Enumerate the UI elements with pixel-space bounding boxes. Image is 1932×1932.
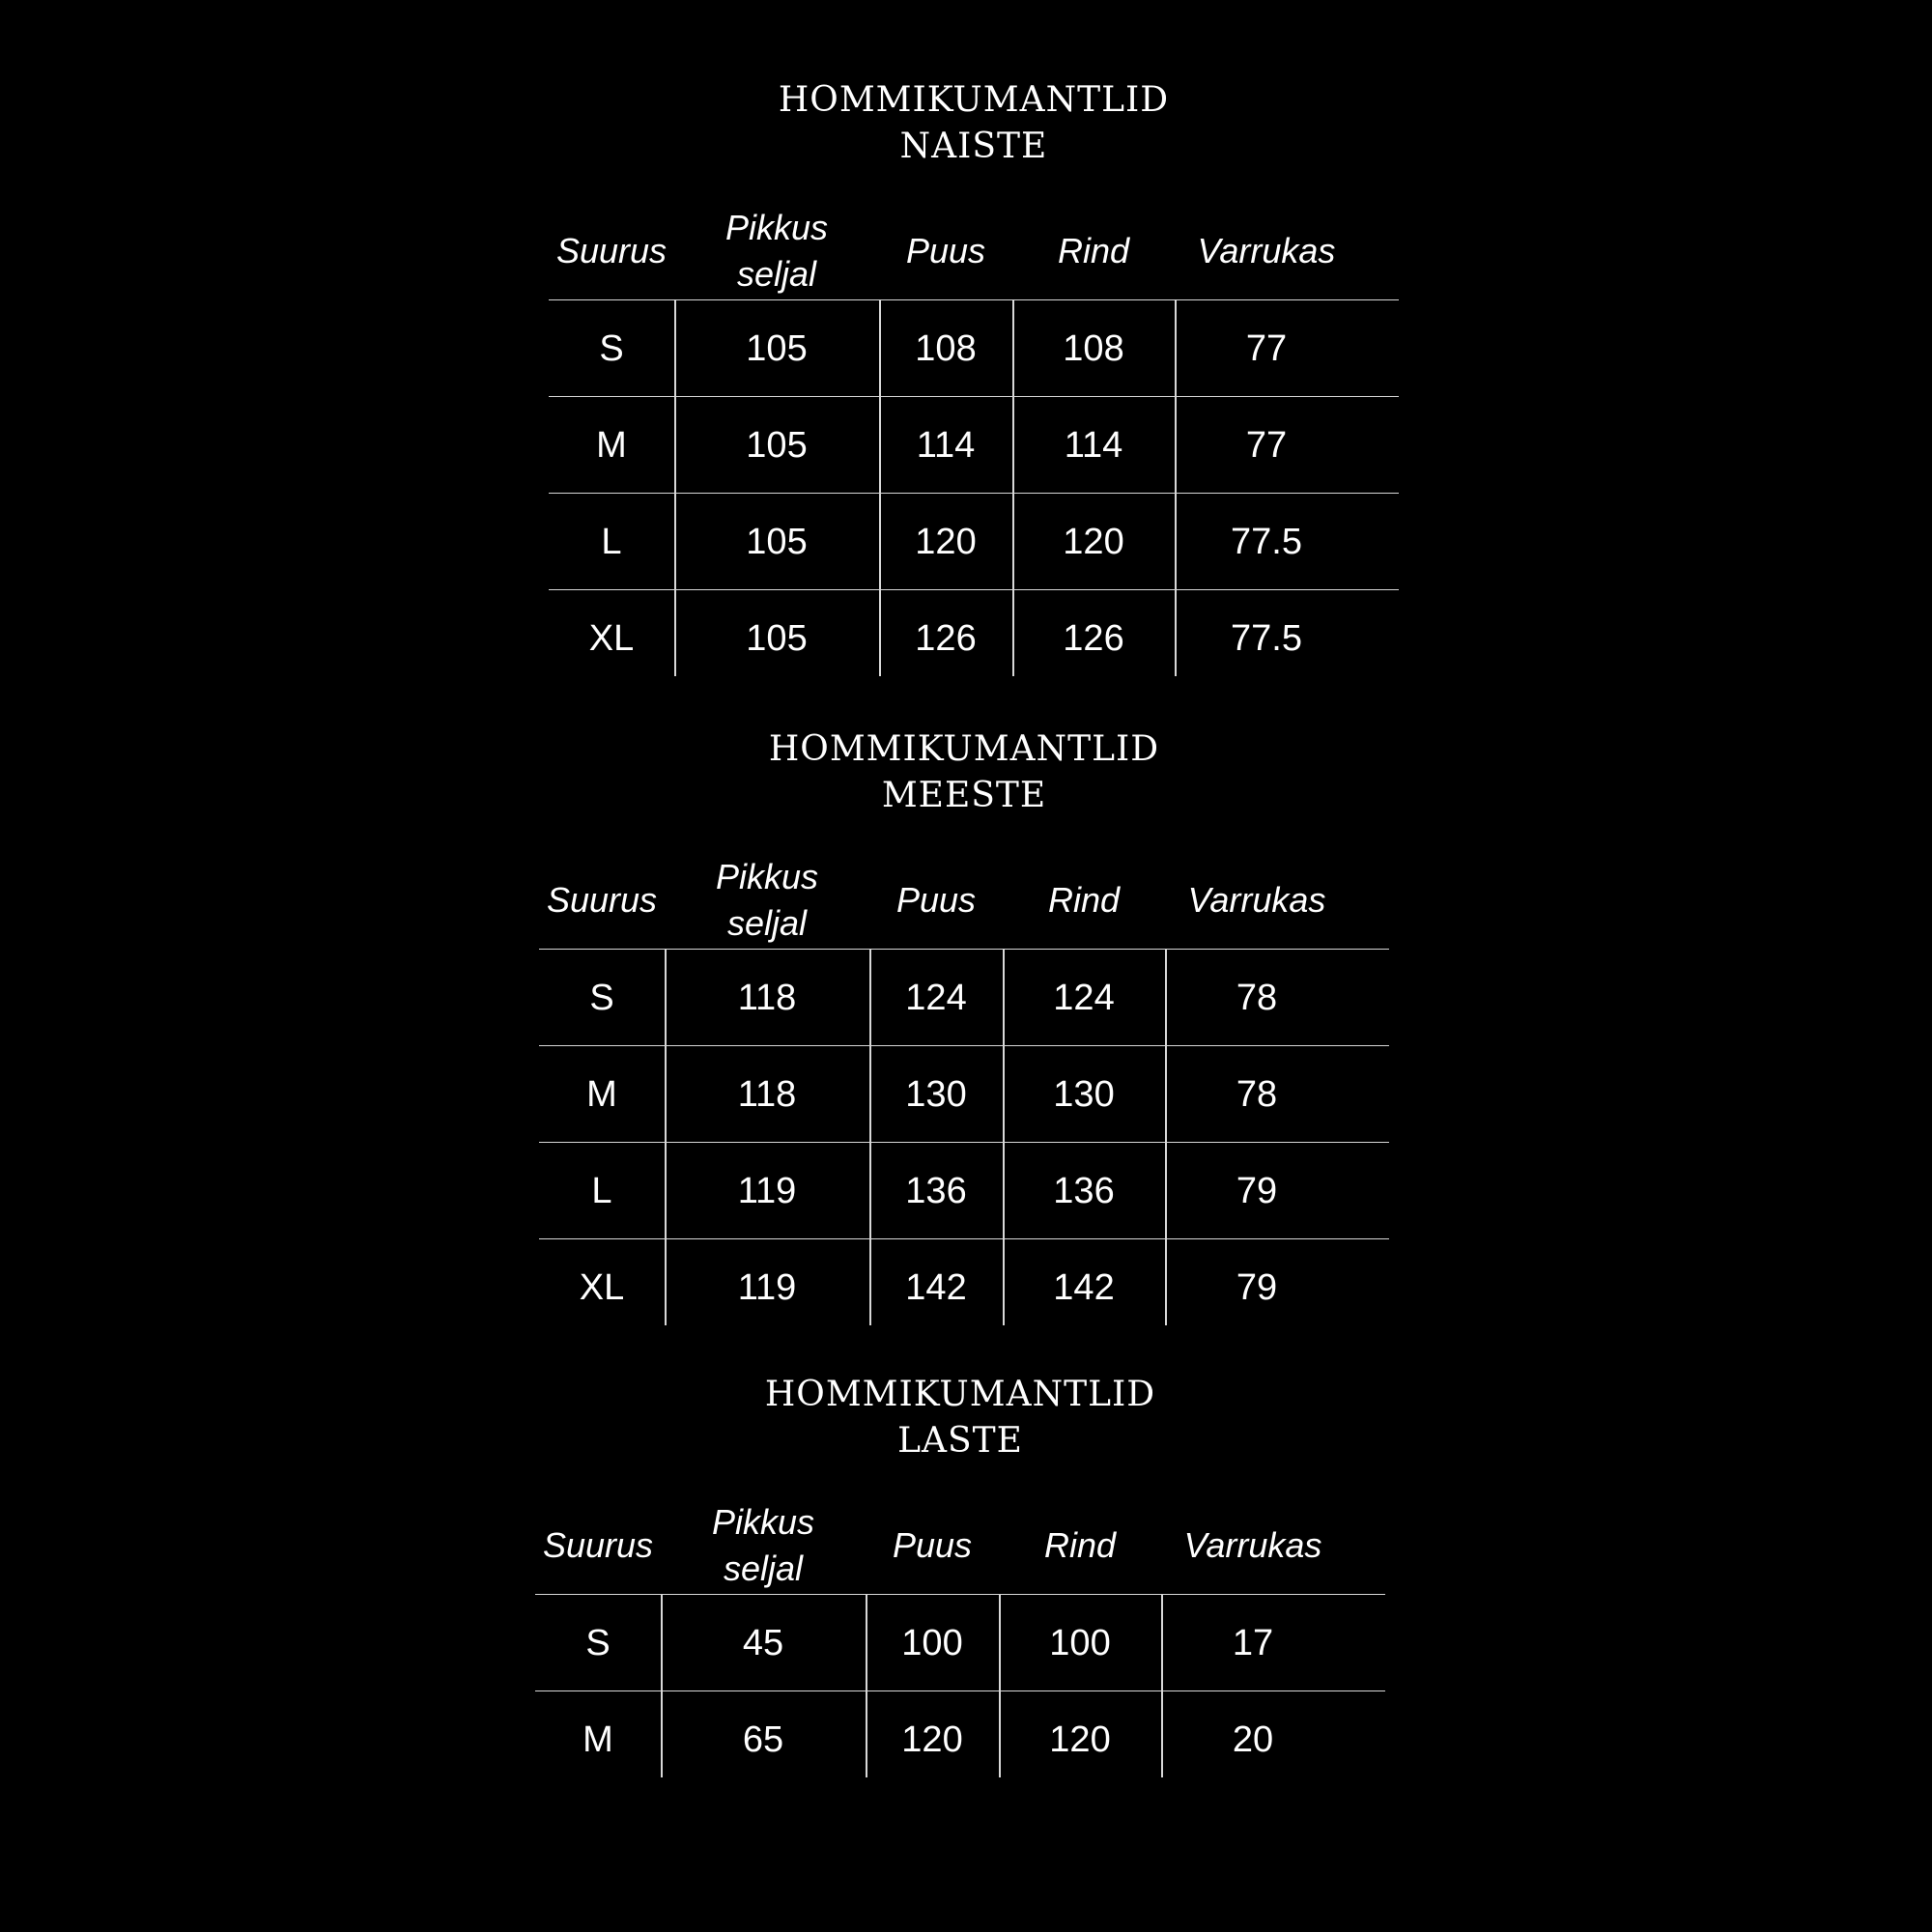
table-cell: 118 <box>737 1073 797 1115</box>
table-row <box>539 949 1389 1046</box>
table-cell: M <box>586 1073 617 1115</box>
column-divider <box>674 299 676 676</box>
table-cell: 77 <box>1245 327 1288 369</box>
table-cell: M <box>596 424 627 466</box>
table-cell: 142 <box>1053 1266 1115 1308</box>
table-cell: 79 <box>1236 1266 1278 1308</box>
table-cell: 120 <box>1063 521 1124 562</box>
table-cell: 119 <box>737 1170 797 1211</box>
table-cell: 77.5 <box>1231 521 1302 562</box>
table-cell: 105 <box>746 327 808 369</box>
table-cell: S <box>599 327 624 369</box>
header-varrukas: Varrukas <box>1197 231 1336 270</box>
table-cell: L <box>591 1170 612 1211</box>
column-divider <box>866 1594 867 1777</box>
table-cell: 17 <box>1232 1622 1274 1663</box>
table-cell: 78 <box>1236 1073 1278 1115</box>
table-header <box>535 1497 1385 1594</box>
column-divider <box>1165 949 1167 1325</box>
section-title <box>549 77 1399 170</box>
table-cell: 126 <box>915 617 977 659</box>
column-divider <box>879 299 881 676</box>
header-puus: Puus <box>905 231 986 270</box>
table-cell: 130 <box>1053 1073 1115 1115</box>
header-pikkus-seljal: Pikkus seljal <box>711 1502 815 1588</box>
column-divider <box>1012 299 1014 676</box>
table-cell: 105 <box>746 424 808 466</box>
table-cell: 119 <box>737 1266 797 1308</box>
column-divider <box>999 1594 1001 1777</box>
table-cell: 136 <box>1053 1170 1115 1211</box>
table-cell: 120 <box>915 521 977 562</box>
header-suurus: Suurus <box>546 880 658 920</box>
table-cell: 142 <box>905 1266 967 1308</box>
table-cell: 108 <box>915 327 977 369</box>
header-pikkus-seljal: Pikkus seljal <box>724 208 829 294</box>
table-cell: 124 <box>1053 977 1115 1018</box>
table-row <box>549 396 1399 494</box>
table-cell: L <box>601 521 622 562</box>
table-header <box>539 852 1389 949</box>
header-rind: Rind <box>1057 231 1130 270</box>
table-cell: 124 <box>905 977 967 1018</box>
column-divider <box>869 949 871 1325</box>
table-cell: 77 <box>1245 424 1288 466</box>
table-cell: M <box>582 1719 613 1760</box>
table-cell: 78 <box>1236 977 1278 1018</box>
table-cell: S <box>585 1622 611 1663</box>
table-cell: 120 <box>901 1719 963 1760</box>
title-line-1: HOMMIKUMANTLID <box>768 729 1160 769</box>
table-cell: 126 <box>1063 617 1124 659</box>
column-divider <box>1161 1594 1163 1777</box>
table-cell: 108 <box>1063 327 1124 369</box>
table-cell: 77.5 <box>1231 617 1302 659</box>
header-suurus: Suurus <box>542 1525 654 1565</box>
table-cell: 100 <box>901 1622 963 1663</box>
table-cell: 105 <box>746 521 808 562</box>
table-cell: 114 <box>1064 424 1123 466</box>
title-line-2: LASTE <box>897 1421 1023 1461</box>
table-cell: 79 <box>1236 1170 1278 1211</box>
table-cell: 136 <box>905 1170 967 1211</box>
table-row <box>549 589 1399 687</box>
header-varrukas: Varrukas <box>1183 1525 1322 1565</box>
table-cell: 20 <box>1232 1719 1274 1760</box>
table-cell: 130 <box>905 1073 967 1115</box>
table-cell: 118 <box>737 977 797 1018</box>
table-cell: 65 <box>742 1719 784 1760</box>
table-cell: 114 <box>916 424 976 466</box>
header-suurus: Suurus <box>555 231 668 270</box>
table-row <box>539 1045 1389 1143</box>
table-header <box>549 203 1399 299</box>
header-rind: Rind <box>1047 880 1121 920</box>
header-puus: Puus <box>892 1525 973 1565</box>
table-cell: 105 <box>746 617 808 659</box>
table-cell: XL <box>588 617 635 659</box>
table-cell: S <box>589 977 614 1018</box>
header-varrukas: Varrukas <box>1187 880 1326 920</box>
column-divider <box>665 949 667 1325</box>
table-row <box>535 1690 1385 1788</box>
section-title <box>535 1372 1385 1464</box>
table-row <box>539 1142 1389 1239</box>
table-row <box>549 299 1399 397</box>
header-pikkus-seljal: Pikkus seljal <box>715 857 819 943</box>
column-divider <box>661 1594 663 1777</box>
title-line-1: HOMMIKUMANTLID <box>778 80 1170 120</box>
column-divider <box>1003 949 1005 1325</box>
title-line-2: NAISTE <box>899 127 1048 166</box>
table-cell: 45 <box>742 1622 784 1663</box>
table-cell: 100 <box>1049 1622 1111 1663</box>
table-row <box>539 1238 1389 1336</box>
table-cell: 120 <box>1049 1719 1111 1760</box>
table-cell: XL <box>579 1266 625 1308</box>
title-line-1: HOMMIKUMANTLID <box>764 1375 1156 1414</box>
section-title <box>539 726 1389 819</box>
title-line-2: MEESTE <box>881 776 1047 815</box>
column-divider <box>1175 299 1177 676</box>
table-row <box>549 493 1399 590</box>
header-rind: Rind <box>1043 1525 1117 1565</box>
table-row <box>535 1594 1385 1691</box>
header-puus: Puus <box>895 880 977 920</box>
